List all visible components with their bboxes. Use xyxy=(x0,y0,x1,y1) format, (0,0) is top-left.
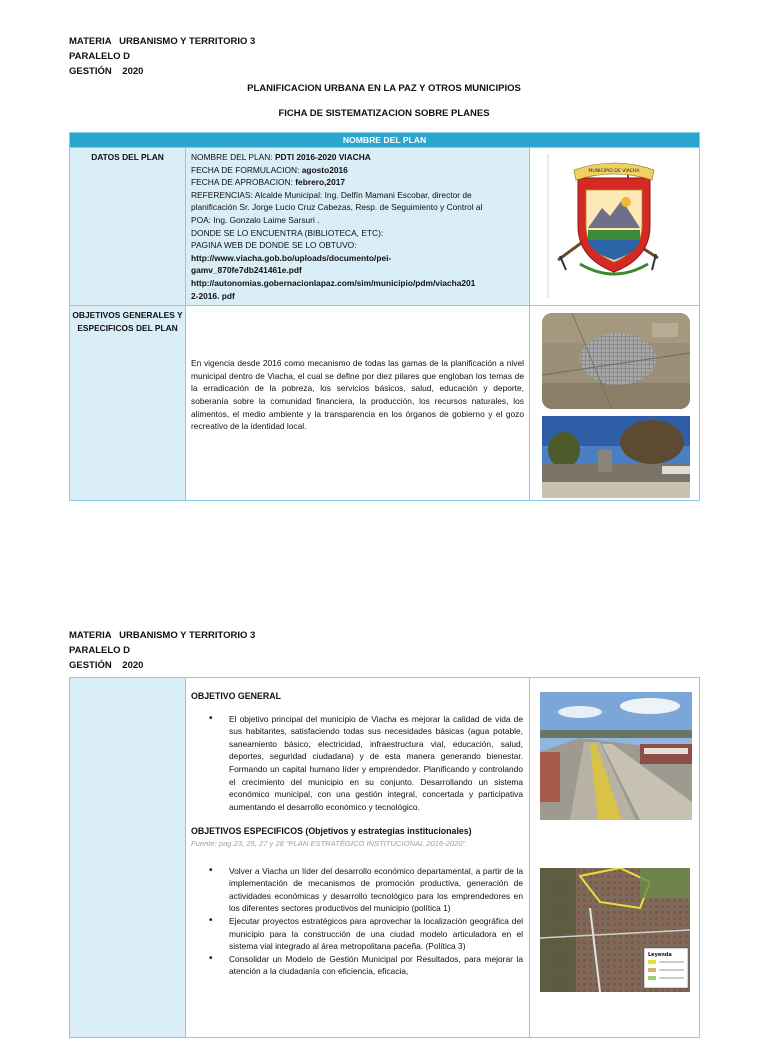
paralelo-line-2: PARALELO D xyxy=(69,645,131,656)
paralelo-line: PARALELO D xyxy=(69,51,131,62)
document-subtitle: FICHA DE SISTEMATIZACION SOBRE PLANES xyxy=(278,108,490,119)
objetivo-especifico-item: • Consolidar un Modelo de Gestión Municipal por Resultados, para mejorar la atención a la ciudadanía con eficiencia, eficacia, xyxy=(229,953,523,978)
referencias-line-3: POA: Ing. Gonzalo Laime Sarsuri . xyxy=(191,214,320,225)
nombre-value: PDTI 2016-2020 VIACHA xyxy=(274,152,371,162)
url-autonomias-2[interactable]: 2-2016. pdf xyxy=(191,290,235,301)
empty-label-cell xyxy=(70,678,186,1038)
objetivo-general-title: OBJETIVO GENERAL xyxy=(191,691,281,701)
objetivos-images-cell xyxy=(530,306,700,501)
url-viacha-2[interactable]: gamv_870fe7db241461e.pdf xyxy=(191,265,302,276)
objetivos-especificos-list xyxy=(191,865,523,978)
nombre-del-plan-header: NOMBRE DEL PLAN xyxy=(70,133,700,148)
aerial-city-photo xyxy=(542,313,690,409)
referencias-line-1: REFERENCIAS: Alcalde Municipal: Ing. Delfín Mamani Escobar, director de xyxy=(191,189,472,200)
datos-del-plan-cell xyxy=(186,148,530,306)
objetivos-cell xyxy=(186,306,530,501)
materia-line-2: MATERIA URBANISMO Y TERRITORIO 3 xyxy=(69,630,256,641)
fecha-formulacion-label: FECHA DE FORMULACION: xyxy=(191,164,302,175)
plan-table xyxy=(69,132,700,501)
fecha-aprobacion-label: FECHA DE APROBACION: xyxy=(191,177,296,188)
referencias-line-2: planificación Sr. Jorge Lucio Cruz Cabezas, Resp. de Seguimiento y Control al xyxy=(191,202,483,213)
fecha-formulacion-value: agosto2016 xyxy=(301,164,348,175)
materia-line: MATERIA URBANISMO Y TERRITORIO 3 xyxy=(69,36,256,47)
objetivo-especifico-item: • Ejecutar proyectos estratégicos para aprovechar la localización geográfica del municipio para la construcción de una ciudad modelo articuladora en el sistema vial integrado al área metropolitana paceña. (Política 3) xyxy=(229,915,523,953)
objetivos-table xyxy=(69,677,700,1038)
objetivos-detail-cell xyxy=(186,678,530,1038)
escudo-cell xyxy=(530,148,700,306)
avenue-photo xyxy=(540,692,692,820)
url-viacha-1[interactable]: http://www.viacha.gob.bo/uploads/documento/pei- xyxy=(191,252,392,263)
objetivo-general-list xyxy=(191,713,523,814)
url-autonomias-1[interactable]: http://autonomias.gobernacionlapaz.com/sim/municipio/pdm/viacha201 xyxy=(191,277,476,288)
objetivos-label: OBJETIVOS GENERALES Y ESPECIFICOS DEL PLAN xyxy=(70,306,186,501)
satellite-map xyxy=(540,868,690,992)
document-title: PLANIFICACION URBANA EN LA PAZ Y OTROS MUNICIPIOS xyxy=(247,83,521,94)
objetivos-especificos-title: OBJETIVOS ESPECIFICOS (Objetivos y estrategias institucionales) xyxy=(191,826,472,837)
objetivo-especifico-item: • Volver a Viacha un líder del desarrollo económico departamental, a partir de la implementación de mecanismos de promoción productiva, generación de actividades económicas y desarrollo tecnológico para los emprendedores en los diferentes sectores productivos del municipio (política 1) xyxy=(229,865,523,915)
document-header-page2 xyxy=(69,628,255,673)
gestion-line: GESTIÓN 2020 xyxy=(69,66,144,77)
datos-del-plan-label: DATOS DEL PLAN xyxy=(70,148,186,306)
map-legend-title: Leyenda xyxy=(648,952,672,958)
viacha-coat-of-arms xyxy=(530,148,700,303)
objetivo-general-text: • El objetivo principal del municipio de Viacha es mejorar la calidad de vida de sus habitantes, satisfaciendo todas sus necesidades básicas (agua potable, saneamiento básico, electricidad, infraestructura vial, educación, salud, deportes, seguridad ciudadana) y de esta manera generando bienestar. Formando un capital humano líder y emprendedor. Planificando y controlando el crecimiento del municipio en su conjunto. Desarrollando un sistema económico municipal, con una gestión integral, concertada y participativa aumentando el desarrollo económico y tecnológico. xyxy=(229,713,523,814)
plaza-photo xyxy=(542,416,690,498)
pagina-web-label: PAGINA WEB DE DONDE SE LO OBTUVO: xyxy=(191,240,357,251)
nombre-label: NOMBRE DEL PLAN: xyxy=(191,152,275,162)
gestion-line-2: GESTIÓN 2020 xyxy=(69,660,144,671)
document-header xyxy=(69,34,255,79)
donde-encuentra: DONDE SE LO ENCUENTRA (BIBLIOTECA, ETC): xyxy=(191,227,384,238)
fuente-note: Fuente: pag.23, 25, 27 y 28 “PLAN ESTRATÉGICO INSTITUCIONAL 2016-2020” xyxy=(191,838,466,848)
objetivos-photos-cell xyxy=(530,678,700,1038)
fecha-aprobacion-value: febrero,2017 xyxy=(295,177,346,188)
seal-text: MUNICIPIO DE VIACHA xyxy=(588,169,640,174)
objetivos-text: En vigencia desde 2016 como mecanismo de todas las gamas de la planificación a nivel municipal dentro de Viacha, el cual se define por diez pilares que engloban los temas de la erradicación de la pobreza, los servicios básicos, salud, educación y deporte, soberanía sobre la comunidad financiera, la producción, los recursos naturales, los alimentos, el medio ambiente y la transparencia en los órganos de gobierno y el gozo recreativo de la identidad local. xyxy=(191,358,524,432)
